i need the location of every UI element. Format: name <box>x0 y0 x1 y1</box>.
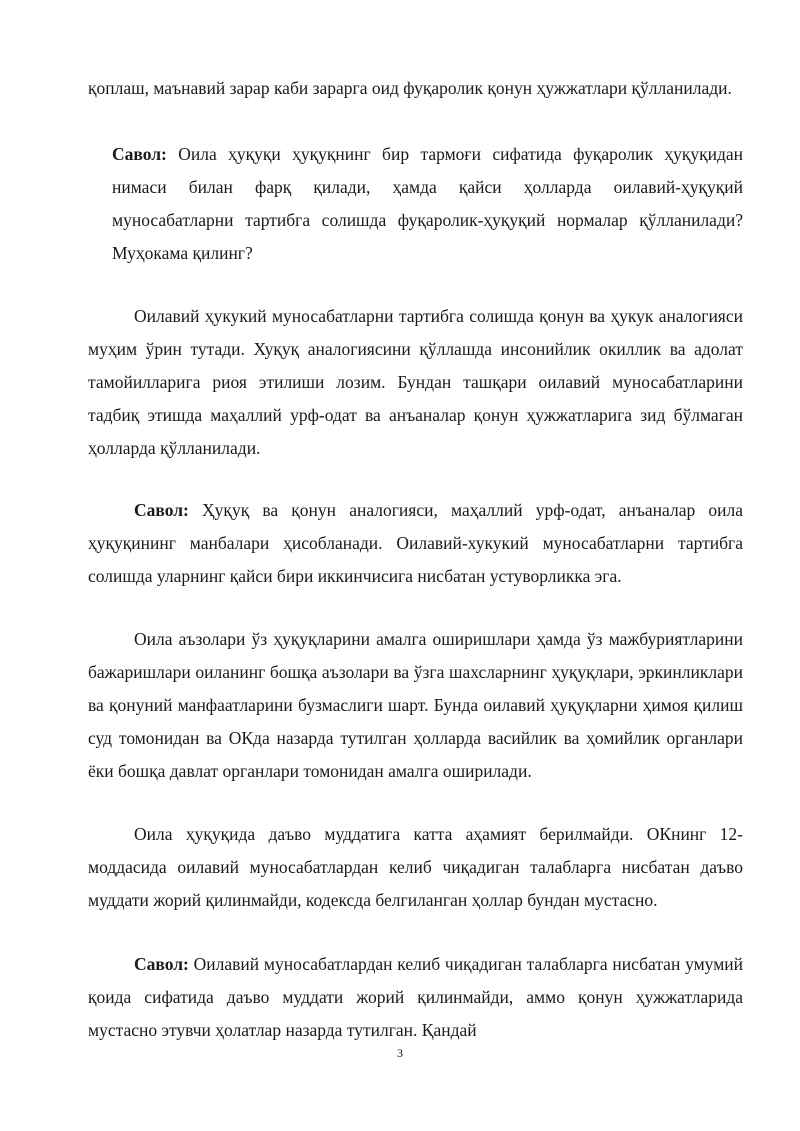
question-1 <box>112 138 743 270</box>
paragraph-analogy <box>88 300 743 465</box>
paragraph-family-members <box>88 623 743 788</box>
question-3 <box>88 948 743 1047</box>
question-label: Савол: <box>134 500 189 520</box>
question-label: Савол: <box>134 954 189 974</box>
paragraph-limitation <box>88 818 743 917</box>
paragraph-text: қоплаш, маънавий зарар каби зарарга оид фуқаролик қонун ҳужжатлари қўлланилади. <box>88 78 732 98</box>
page-number: 3 <box>397 1046 403 1060</box>
paragraph-text: Оила ҳуқуқида даъво муддатига катта аҳамият берилмайди. ОКнинг 12-моддасида оилавий муносабатлардан келиб чиқадиган талабларга нисбатан даъво муддати жорий қилинмайди, кодексда белгиланган ҳоллар бундан мустасно. <box>88 824 743 910</box>
question-2 <box>88 494 743 593</box>
paragraph-text: Оила аъзолари ўз ҳуқуқларини амалга оширишлари ҳамда ўз мажбуриятларини бажаришлари оиланинг бошқа аъзолари ва ўзга шахсларнинг ҳуқуқлари, эркинликлари ва қонуний манфаатларини бузмаслиги шарт. Бунда оилавий ҳуқуқларни ҳимоя қилиш суд томонидан ва ОКда назарда тутилган ҳолларда васийлик ва ҳомийлик органлари ёки бошқа давлат органлари томонидан амалга оширилади. <box>88 629 743 781</box>
question-text: Оилавий муносабатлардан келиб чиқадиган талабларга нисбатан умумий қоида сифатида даъво муддати жорий қилинмайди, аммо қонун ҳужжатларида мустасно этувчи ҳолатлар назарда тутилган. Қандай <box>88 954 743 1040</box>
paragraph-text: Оилавий ҳукукий муносабатларни тартибга солишда қонун ва ҳукук аналогияси муҳим ўрин тутади. Хуқуқ аналогиясини қўллашда инсонийлик окиллик ва адолат тамойилларига риоя этилиши лозим. Бундан ташқари оилавий муносабатларини тадбиқ этишда маҳаллий урф-одат ва анъаналар қонун ҳужжатларига зид бўлмаган ҳолларда қўлланилади. <box>88 306 743 458</box>
question-text: Ҳуқуқ ва қонун аналогияси, маҳаллий урф-одат, анъаналар оила ҳуқуқининг манбалари ҳисобланади. Оилавий-хукукий муносабатларни тартибга солишда уларнинг қайси бири иккинчисига нисбатан устуворликка эга. <box>88 500 743 586</box>
question-text: Оила ҳуқуқи ҳуқуқнинг бир тармоғи сифатида фуқаролик ҳуқуқидан нимаси билан фарқ қилади, ҳамда қайси ҳолларда оилавий-ҳуқуқий муносабатларни тартибга солишда фуқаролик-ҳуқуқий нормалар қўлланилади? Муҳокама қилинг? <box>112 144 743 263</box>
paragraph-continuation <box>88 72 743 105</box>
question-label: Савол: <box>112 144 167 164</box>
